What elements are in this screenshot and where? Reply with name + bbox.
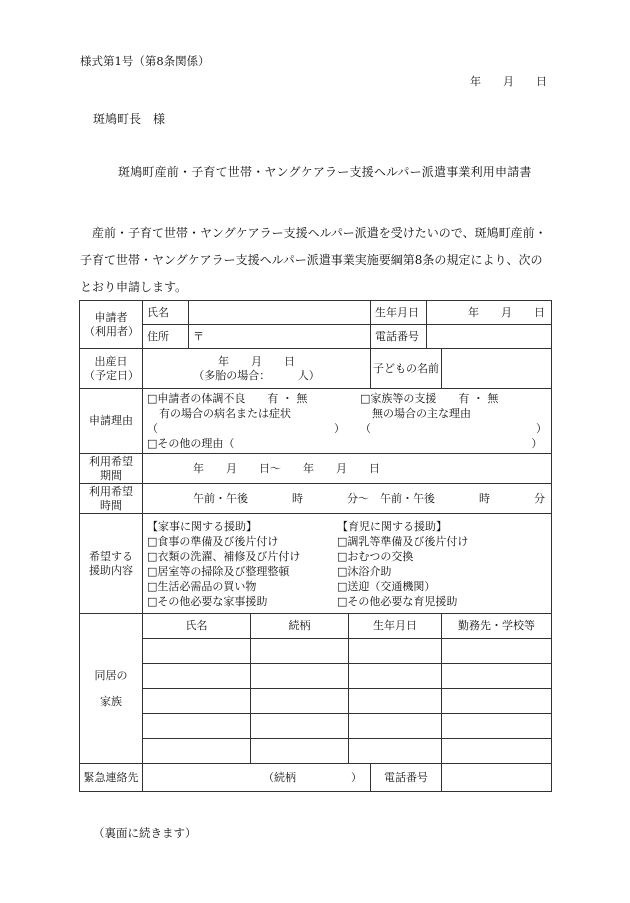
time-label: 利用希望 時間 [80, 484, 143, 514]
continued-note: （裏面に続きます） [93, 826, 197, 840]
family-workplace-cell[interactable] [442, 714, 552, 739]
multiple-birth-note: （多胎の場合： 人） [193, 368, 320, 382]
family-birthdate-cell[interactable] [349, 664, 442, 689]
period-field[interactable]: 年 月 日～ 年 月 日 [143, 454, 552, 484]
applicant-label: 申請者 （利用者） [80, 301, 143, 349]
family-row [80, 714, 552, 739]
family-relation-cell[interactable] [251, 639, 349, 664]
housework-item-checkbox[interactable]: □衣類の洗濯、補修及び片付け [147, 549, 301, 563]
address-field[interactable]: 〒 [189, 325, 371, 349]
family-name-cell[interactable] [143, 714, 251, 739]
family-row [80, 739, 552, 764]
family-birthdate-cell[interactable] [349, 639, 442, 664]
housework-item-checkbox[interactable]: □居室等の掃除及び整理整頓 [147, 564, 290, 578]
family-relation-cell[interactable] [251, 664, 349, 689]
application-form-table [79, 300, 552, 792]
family-label: 同居の 家族 [80, 614, 143, 764]
family-header-relation: 続柄 [251, 614, 349, 639]
support-field[interactable] [143, 514, 552, 614]
childcare-item-checkbox[interactable]: □その他必要な育児援助 [337, 594, 458, 608]
child-name-label: 子どもの名前 [371, 349, 442, 389]
family-relation-cell[interactable] [251, 739, 349, 764]
family-name-cell[interactable] [143, 689, 251, 714]
family-header-birthdate: 生年月日 [349, 614, 442, 639]
form-number: 様式第1号（第8条関係） [80, 54, 210, 68]
reason-other-checkbox[interactable]: □その他の理由（ ） [147, 437, 543, 450]
family-birthdate-cell[interactable] [349, 739, 442, 764]
reason-health-checkbox[interactable]: □申請者の体調不良 有 ・ 無 [147, 392, 308, 405]
childcare-item-checkbox[interactable]: □沐浴介助 [337, 564, 392, 578]
emergency-phone-label: 電話番号 [371, 764, 442, 792]
child-name-field[interactable] [442, 349, 552, 389]
birthdate-label: 生年月日 [371, 301, 427, 325]
support-label: 希望する 援助内容 [80, 514, 143, 614]
childcare-item-checkbox[interactable]: □送迎（交通機関） [337, 579, 436, 593]
family-row [80, 689, 552, 714]
family-row [80, 664, 552, 689]
family-birthdate-cell[interactable] [349, 689, 442, 714]
family-header-workplace: 勤務先・学校等 [442, 614, 552, 639]
family-workplace-cell[interactable] [442, 664, 552, 689]
emergency-label: 緊急連絡先 [80, 764, 143, 792]
family-workplace-cell[interactable] [442, 639, 552, 664]
family-workplace-cell[interactable] [442, 689, 552, 714]
intro-paragraph: 産前・子育て世帯・ヤングケアラー支援ヘルパー派遣を受けたいので、斑鳩町産前・子育て世帯・ヤングケアラー支援ヘルパー派遣事業実施要綱第8条の規定により、次のとおり申請します。 [80, 226, 547, 294]
reason-label: 申請理由 [80, 389, 143, 454]
family-row [80, 639, 552, 664]
reason-family-checkbox[interactable]: □家族等の支援 有 ・ 無 [360, 392, 499, 405]
family-header-name: 氏名 [143, 614, 251, 639]
housework-item-checkbox[interactable]: □その他必要な家事援助 [147, 594, 268, 608]
name-field[interactable] [189, 301, 371, 325]
housework-item-checkbox[interactable]: □食事の準備及び後片付け [147, 534, 279, 548]
birthdate-field[interactable]: 年 月 日 [427, 301, 552, 325]
family-relation-cell[interactable] [251, 714, 349, 739]
due-date-field[interactable]: 年 月 日 （多胎の場合： 人） [143, 349, 371, 389]
family-birthdate-cell[interactable] [349, 714, 442, 739]
time-field[interactable]: 午前・午後 時 分～ 午前・午後 時 分 [143, 484, 552, 514]
name-label: 氏名 [143, 301, 189, 325]
childcare-item-checkbox[interactable]: □おむつの交換 [337, 549, 414, 563]
emergency-phone-field[interactable] [442, 764, 552, 792]
childcare-column: 【育児に関する援助】 □調乳等準備及び後片付け □おむつの交換 □沐浴介助 □送迎（交通機関） □その他必要な育児援助 [337, 519, 469, 608]
phone-field[interactable] [427, 325, 552, 349]
childcare-item-checkbox[interactable]: □調乳等準備及び後片付け [337, 534, 469, 548]
family-name-cell[interactable] [143, 639, 251, 664]
phone-label: 電話番号 [371, 325, 427, 349]
period-label: 利用希望 期間 [80, 454, 143, 484]
family-workplace-cell[interactable] [442, 739, 552, 764]
form-title: 斑鳩町産前・子育て世帯・ヤングケアラー支援ヘルパー派遣事業利用申請書 [118, 165, 532, 179]
emergency-contact-field[interactable]: （続柄 ） [143, 764, 371, 792]
housework-item-checkbox[interactable]: □生活必需品の買い物 [147, 579, 257, 593]
family-name-cell[interactable] [143, 739, 251, 764]
address-label: 住所 [143, 325, 189, 349]
due-date-label: 出産日 （予定日） [80, 349, 143, 389]
addressee: 斑鳩町長 様 [93, 112, 166, 126]
housework-column: 【家事に関する援助】 □食事の準備及び後片付け □衣類の洗濯、補修及び片付け □居室等の掃除及び整理整頓 □生活必需品の買い物 □その他必要な家事援助 [147, 519, 337, 609]
reason-field[interactable]: □申請者の体調不良 有 ・ 無 有の場合の病名または症状 （ ） □家族等の支援 有 ・ 無 無の場合の主な理由 （ ） □その他の理由（ ） [143, 389, 552, 454]
submission-date: 年 月 日 [470, 75, 547, 88]
family-name-cell[interactable] [143, 664, 251, 689]
family-relation-cell[interactable] [251, 689, 349, 714]
